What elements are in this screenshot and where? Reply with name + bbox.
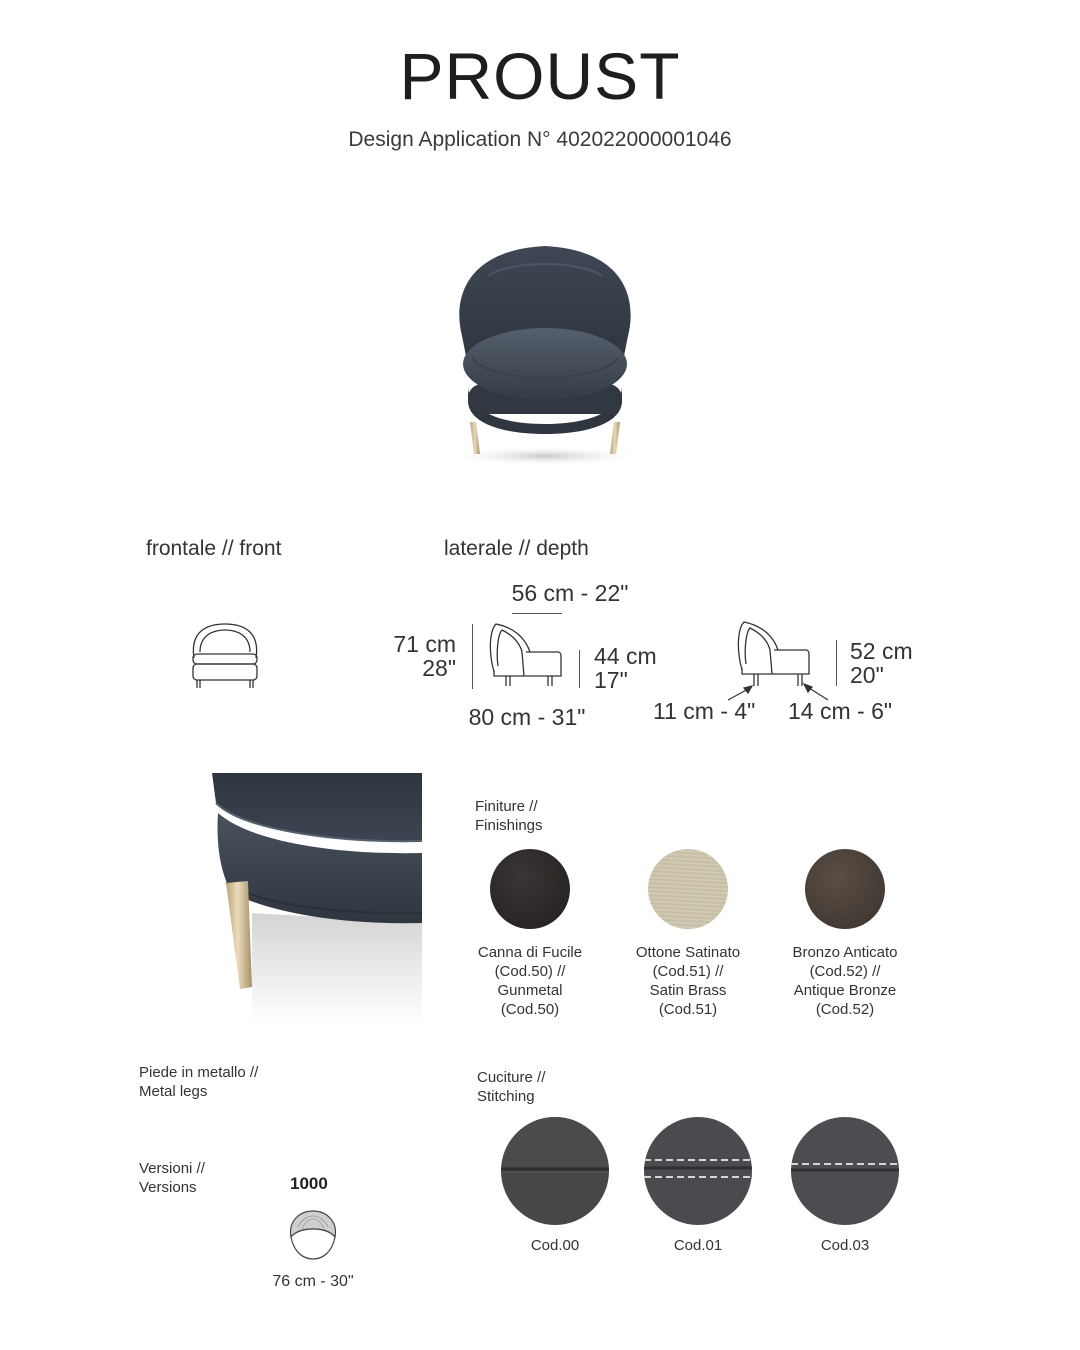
finish-caption-line: Satin Brass [649, 982, 727, 999]
finish-swatch-antique-bronze[interactable] [805, 849, 885, 929]
back-leg-dimension: 14 cm - 6" [788, 698, 893, 724]
finishings-label-en: Finishings [475, 817, 543, 834]
seat-height-cm: 44 cm [594, 643, 657, 669]
height-cm: 71 cm [393, 631, 456, 657]
height-line [472, 624, 473, 689]
front-view-drawing [188, 620, 262, 692]
front-view-label: frontale // front [146, 537, 282, 560]
metal-legs-label-en: Metal legs [139, 1083, 208, 1100]
finish-caption-line: (Cod.50) // [494, 963, 566, 980]
height-in: 28" [422, 655, 456, 681]
versions-label-it: Versioni // [139, 1160, 205, 1177]
seat-height-line [579, 650, 580, 688]
depth-dimension: 80 cm - 31" [468, 704, 586, 730]
finish-caption-line: Canna di Fucile [477, 944, 583, 961]
version-top-view-icon[interactable] [286, 1207, 340, 1263]
stitch-code-01: Cod.01 [673, 1237, 723, 1254]
finish-swatch-gunmetal[interactable] [490, 849, 570, 929]
finish-caption-line: (Cod.50) [500, 1001, 560, 1018]
product-title: PROUST [399, 39, 681, 113]
finish-caption-line: Bronzo Anticato [792, 944, 898, 961]
front-leg-dimension: 11 cm - 4" [653, 698, 756, 724]
seat-height-in: 17" [594, 667, 628, 693]
finish-swatch-satin-brass[interactable] [648, 849, 728, 929]
side-view-drawing [486, 620, 566, 692]
stitching-label-it: Cuciture // [477, 1069, 546, 1086]
version-code: 1000 [290, 1174, 328, 1193]
armchair-hero-image [440, 236, 650, 468]
finish-caption-satin-brass [618, 943, 758, 1019]
stitch-code-03: Cod.03 [820, 1237, 870, 1254]
stitch-code-00: Cod.00 [530, 1237, 580, 1254]
metal-legs-label-it: Piede in metallo // [139, 1064, 259, 1081]
version-width: 76 cm - 30" [272, 1273, 354, 1290]
versions-label-en: Versions [139, 1179, 197, 1196]
metal-leg-closeup-image [212, 773, 422, 1023]
finish-caption-gunmetal [460, 943, 600, 1019]
stitch-swatch-cod03[interactable] [791, 1117, 899, 1225]
finish-caption-line: Antique Bronze [793, 982, 897, 999]
finish-caption-line: (Cod.52) [815, 1001, 875, 1018]
stitch-swatch-cod00[interactable] [501, 1117, 609, 1225]
stitch-swatch-cod01[interactable] [644, 1117, 752, 1225]
finish-caption-antique-bronze [770, 943, 920, 1019]
arm-height-cm: 52 cm [850, 638, 913, 664]
arm-height-line [836, 640, 837, 686]
design-application-number: Design Application N° 402022000001046 [348, 128, 732, 151]
seat-depth-dimension: 56 cm - 22" [511, 580, 629, 606]
finish-caption-line: Ottone Satinato [635, 944, 741, 961]
stitching-label-en: Stitching [477, 1088, 535, 1105]
depth-view-label: laterale // depth [444, 537, 589, 560]
finish-caption-line: Gunmetal [497, 982, 563, 999]
finish-caption-line: (Cod.51) // [652, 963, 724, 980]
finish-caption-line: (Cod.52) // [809, 963, 881, 980]
arm-height-in: 20" [850, 662, 884, 688]
finishings-label-it: Finiture // [475, 798, 538, 815]
finish-caption-line: (Cod.51) [658, 1001, 718, 1018]
seat-depth-line [512, 613, 562, 614]
